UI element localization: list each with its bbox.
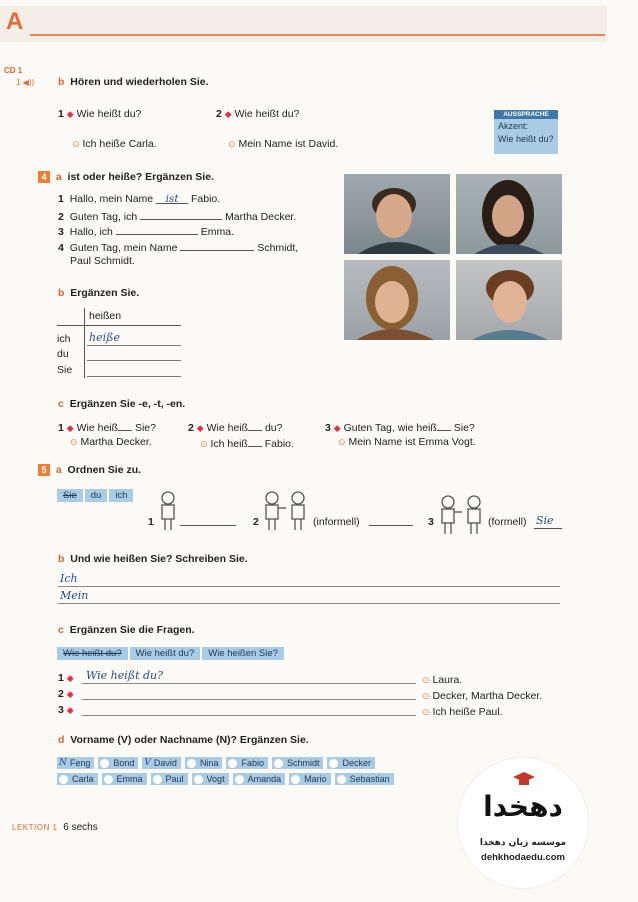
boy-portrait: [344, 174, 450, 254]
girl-portrait: [344, 260, 450, 340]
ex4c-item-1: [58, 420, 156, 434]
ex4a-letter: a: [55, 171, 62, 183]
item-post: Martha Decker.: [225, 211, 297, 223]
ex4c-answer-1: [70, 436, 152, 448]
name-text: Carla: [72, 774, 94, 784]
answer-circle[interactable]: [228, 759, 237, 768]
watermark-line2: dehkhodaedu.com: [481, 852, 565, 863]
ex5c-item-3: [58, 704, 74, 716]
ex4c-item-2: [188, 420, 283, 434]
dialog-2-a: Mein Name ist David.: [238, 138, 339, 150]
item-num: 2: [58, 211, 64, 223]
fill-blank[interactable]: [180, 240, 254, 251]
name-tag[interactable]: [335, 773, 394, 785]
ex5a-title: Ordnen Sie zu.: [67, 464, 142, 476]
answer-circle[interactable]: [187, 759, 196, 768]
answer: Ich heiße Paul.: [432, 706, 503, 718]
photo-boy: [344, 174, 450, 254]
conj-pron-sie: Sie: [57, 364, 73, 376]
conj-form-ich[interactable]: heiße: [89, 331, 120, 344]
aussprache-line1: Akzent:: [498, 121, 529, 131]
two-people-formal-icon: [438, 494, 486, 536]
ex5d-letter: d: [58, 734, 65, 746]
name-text: Bond: [113, 758, 135, 768]
ex5c-fill-1: Wie heißt du?: [86, 669, 164, 682]
q-post: Sie?: [453, 422, 475, 434]
aussprache-box: [494, 110, 558, 154]
two-people-informal-icon: [262, 490, 310, 532]
fill-answer: ist: [165, 193, 179, 205]
footer-lektion: LEKTION 1: [12, 823, 58, 832]
woman-portrait: [456, 174, 562, 254]
chip-du[interactable]: du: [85, 489, 108, 502]
item-num: 1: [58, 193, 64, 205]
q-post: Sie?: [134, 422, 156, 434]
dialog-1-question: [58, 108, 141, 120]
circle-icon: ⊙: [70, 437, 78, 447]
name-mark: N: [59, 758, 67, 768]
chip-question-3[interactable]: Wie heißen Sie?: [202, 647, 284, 660]
a-pre: Ich heiß: [210, 438, 248, 450]
ex5b-heading: [58, 553, 248, 565]
diamond-icon: ◆: [224, 109, 232, 119]
aussprache-line2: Wie heißt du?: [498, 134, 554, 144]
circle-icon: ⊙: [422, 707, 430, 717]
item-post: Schmidt,: [257, 242, 299, 254]
answer-circle[interactable]: [194, 775, 203, 784]
name-text: Decker: [342, 758, 371, 768]
item-num: 1: [58, 672, 64, 684]
chip-sie[interactable]: Sie: [57, 489, 83, 502]
item-pre: Hallo, mein Name: [69, 193, 154, 205]
photo-girl: [344, 260, 450, 340]
ex5a-num-2: 2: [253, 516, 259, 528]
answer: Decker, Martha Decker.: [432, 690, 543, 702]
section-letter: A: [6, 8, 24, 35]
ex4a-heading: [38, 171, 214, 183]
circle-icon: ⊙: [200, 439, 208, 449]
photo-woman: [456, 174, 562, 254]
ex5d-row-1: [57, 757, 379, 769]
answer: Mein Name ist Emma Vogt.: [348, 436, 476, 448]
fill-blank[interactable]: [156, 193, 188, 204]
name-mark: V: [144, 758, 151, 768]
ex4c-answer-2: [200, 436, 294, 450]
fill-blank[interactable]: [437, 420, 451, 431]
ex5a-formell: (formell): [488, 516, 527, 528]
name-tag[interactable]: [151, 773, 188, 785]
q-post: du?: [264, 422, 283, 434]
diamond-icon: ◆: [333, 423, 341, 433]
ex4c-answer-3: [338, 436, 476, 448]
ex4c-heading: [58, 398, 185, 410]
q-pre: Wie heiß: [76, 422, 119, 434]
ex5a-heading: [38, 464, 141, 476]
ex5c-line-1[interactable]: [82, 683, 416, 684]
ex5b-line-1[interactable]: [58, 586, 560, 587]
graduation-cap-icon: [512, 770, 536, 788]
name-tag[interactable]: [272, 757, 324, 769]
ex4b-heading: [58, 287, 139, 299]
diamond-icon: ◆: [196, 423, 204, 433]
ex5b-title: Und wie heißen Sie? Schreiben Sie.: [70, 553, 248, 565]
answer-circle[interactable]: [59, 775, 68, 784]
answer-circle[interactable]: [337, 775, 346, 784]
item-num: 3: [58, 226, 64, 238]
footer: [12, 821, 98, 833]
person-alone-icon: [158, 490, 178, 532]
dialog-2-answer: [228, 138, 338, 150]
ex5a-letter: a: [55, 464, 62, 476]
circle-icon: ⊙: [422, 675, 430, 685]
ex5c-answer-1: [422, 674, 462, 686]
ex5b-line-2-text: Mein: [60, 589, 89, 602]
fill-blank[interactable]: [116, 224, 198, 235]
man-portrait: [456, 260, 562, 340]
q-pre: Guten Tag, wie heiß: [343, 422, 437, 434]
name-tag[interactable]: [233, 773, 286, 785]
ex4a-item-4-line2: Paul Schmidt.: [70, 255, 135, 267]
item-post: Emma.: [200, 226, 234, 238]
name-tag[interactable]: [185, 757, 223, 769]
ex5a-chips: [57, 489, 135, 502]
name-tag[interactable]: [98, 757, 138, 769]
name-tag[interactable]: [142, 757, 181, 769]
diamond-icon: ◆: [66, 689, 74, 699]
name-text: Feng: [69, 758, 91, 768]
conj-hline: [57, 325, 181, 326]
name-text: Nina: [199, 758, 219, 768]
ex5b-line-1-text: Ich: [60, 572, 78, 585]
ex5c-title: Ergänzen Sie die Fragen.: [69, 624, 195, 636]
dialog-1-answer: [72, 138, 157, 150]
name-tag[interactable]: [226, 757, 268, 769]
item-num: 1: [58, 422, 64, 434]
chip-question-2[interactable]: Wie heißt du?: [130, 647, 201, 660]
ex5d-heading: [58, 734, 309, 746]
answer-circle[interactable]: [235, 775, 244, 784]
fill-blank[interactable]: [248, 420, 262, 431]
name-text: Amanda: [247, 774, 282, 784]
circle-icon: ⊙: [72, 139, 80, 149]
ex5a-num-1: 1: [148, 516, 154, 528]
item-num: 3: [325, 422, 331, 434]
ex5a-line-1[interactable]: [180, 525, 236, 526]
answer: Laura.: [432, 674, 463, 686]
ex5a-informell: (informell): [313, 516, 360, 528]
chip-ich[interactable]: ich: [109, 489, 133, 502]
item-post: Fabio.: [190, 193, 221, 205]
name-text: Emma: [116, 774, 143, 784]
name-text: Vogt: [206, 774, 225, 784]
ex5a-line-2[interactable]: [369, 525, 413, 526]
ex3b-letter: b: [58, 76, 65, 88]
watermark-line1: موسسه زبان دهخدا: [479, 838, 567, 848]
answer-circle[interactable]: [100, 759, 109, 768]
ex5-number: 5: [38, 464, 50, 476]
watermark-logo: دهخدا: [483, 790, 563, 823]
ex4c-item-3: [325, 420, 475, 434]
ex5b-letter: b: [58, 553, 65, 565]
dialog-1-num: 1: [58, 108, 64, 120]
ex3b-title: Hören und wiederholen Sie.: [70, 76, 209, 88]
ex5c-letter: c: [58, 624, 64, 636]
diamond-icon: ◆: [66, 705, 74, 715]
name-text: Schmidt: [286, 758, 320, 768]
name-tag[interactable]: [289, 773, 331, 785]
circle-icon: ⊙: [338, 437, 346, 447]
answer: Martha Decker.: [80, 436, 152, 448]
cd-track: 1 ◀)): [16, 78, 35, 87]
conj-line[interactable]: [87, 360, 181, 361]
diamond-icon: ◆: [66, 673, 74, 683]
ex4a-item-2: [58, 209, 296, 223]
ex4c-title: Ergänzen Sie -e, -t, -en.: [69, 398, 186, 410]
ex4a-item-3: [58, 224, 234, 238]
circle-icon: ⊙: [228, 139, 236, 149]
conj-vline: [84, 308, 85, 378]
item-num: 2: [188, 422, 194, 434]
name-text: Fabio: [241, 758, 264, 768]
item-pre: Guten Tag, ich: [69, 211, 138, 223]
chip-question-1[interactable]: Wie heißt du?: [57, 647, 128, 660]
ex5a-num-3: 3: [428, 516, 434, 528]
answer-circle[interactable]: [329, 759, 338, 768]
ex5a-answer-3: Sie: [536, 514, 554, 527]
ex5c-answer-2: [422, 690, 542, 702]
answer-circle[interactable]: [153, 775, 162, 784]
diamond-icon: ◆: [66, 109, 74, 119]
ex4-number: 4: [38, 171, 50, 183]
conj-pron-du: du: [57, 348, 69, 360]
ex3b-heading: [58, 76, 209, 88]
conj-table: [57, 308, 183, 378]
cd-label: CD 1: [4, 66, 23, 75]
item-pre: Hallo, ich: [69, 226, 113, 238]
answer-circle[interactable]: [104, 775, 113, 784]
q-pre: Wie heiß: [206, 422, 249, 434]
ex4a-title: ist oder heiße? Ergänzen Sie.: [67, 171, 214, 183]
circle-icon: ⊙: [422, 691, 430, 701]
name-tag[interactable]: [327, 757, 375, 769]
ex5c-line-2[interactable]: [82, 699, 416, 700]
name-text: David: [153, 758, 177, 768]
conj-header: heißen: [89, 310, 122, 322]
header-rule: [30, 34, 605, 36]
ex4b-title: Ergänzen Sie.: [70, 287, 140, 299]
name-text: Paul: [165, 774, 184, 784]
ex4a-item-4: [58, 240, 298, 254]
item-num: 4: [58, 242, 64, 254]
name-tag[interactable]: [192, 773, 229, 785]
conj-line[interactable]: [87, 376, 181, 377]
a-post: Fabio.: [264, 438, 294, 450]
name-tag[interactable]: [102, 773, 147, 785]
ex5d-row-2: [57, 773, 398, 785]
conj-pron-ich: ich: [57, 333, 71, 345]
diamond-icon: ◆: [66, 423, 74, 433]
ex4c-letter: c: [58, 398, 64, 410]
ex5c-answer-3: [422, 706, 503, 718]
ex5c-item-1: [58, 672, 74, 684]
ex4a-item-1: [58, 193, 220, 205]
conj-line: [87, 345, 181, 346]
aussprache-label: AUSSPRACHE: [494, 110, 558, 119]
footer-page: 6 sechs: [63, 822, 98, 833]
ex5c-line-3[interactable]: [82, 715, 416, 716]
ex5c-chips: [57, 647, 286, 660]
name-tag[interactable]: [57, 773, 98, 785]
photo-man: [456, 260, 562, 340]
item-num: 3: [58, 704, 64, 716]
dialog-2-q: Wie heißt du?: [234, 108, 300, 120]
answer-circle[interactable]: [274, 759, 283, 768]
dialog-1-q: Wie heißt du?: [76, 108, 142, 120]
dialog-1-a: Ich heiße Carla.: [82, 138, 157, 150]
item-num: 2: [58, 688, 64, 700]
ex5c-item-2: [58, 688, 74, 700]
name-tag[interactable]: [57, 757, 94, 769]
ex5c-heading: [58, 624, 195, 636]
ex5b-line-2[interactable]: [58, 603, 560, 604]
answer-circle[interactable]: [291, 775, 300, 784]
fill-blank[interactable]: [248, 436, 262, 447]
dialog-2-num: 2: [216, 108, 222, 120]
ex5a-line-3[interactable]: [534, 528, 562, 529]
ex5d-title: Vorname (V) oder Nachname (N)? Ergänzen Sie.: [70, 734, 309, 746]
fill-blank[interactable]: [118, 420, 132, 431]
name-text: Mario: [304, 774, 327, 784]
item-pre: Guten Tag, mein Name: [69, 242, 178, 254]
header-bar: [0, 6, 607, 42]
name-text: Sebastian: [349, 774, 390, 784]
dialog-2-question: [216, 108, 299, 120]
ex4b-letter: b: [58, 287, 65, 299]
fill-blank[interactable]: [140, 209, 222, 220]
